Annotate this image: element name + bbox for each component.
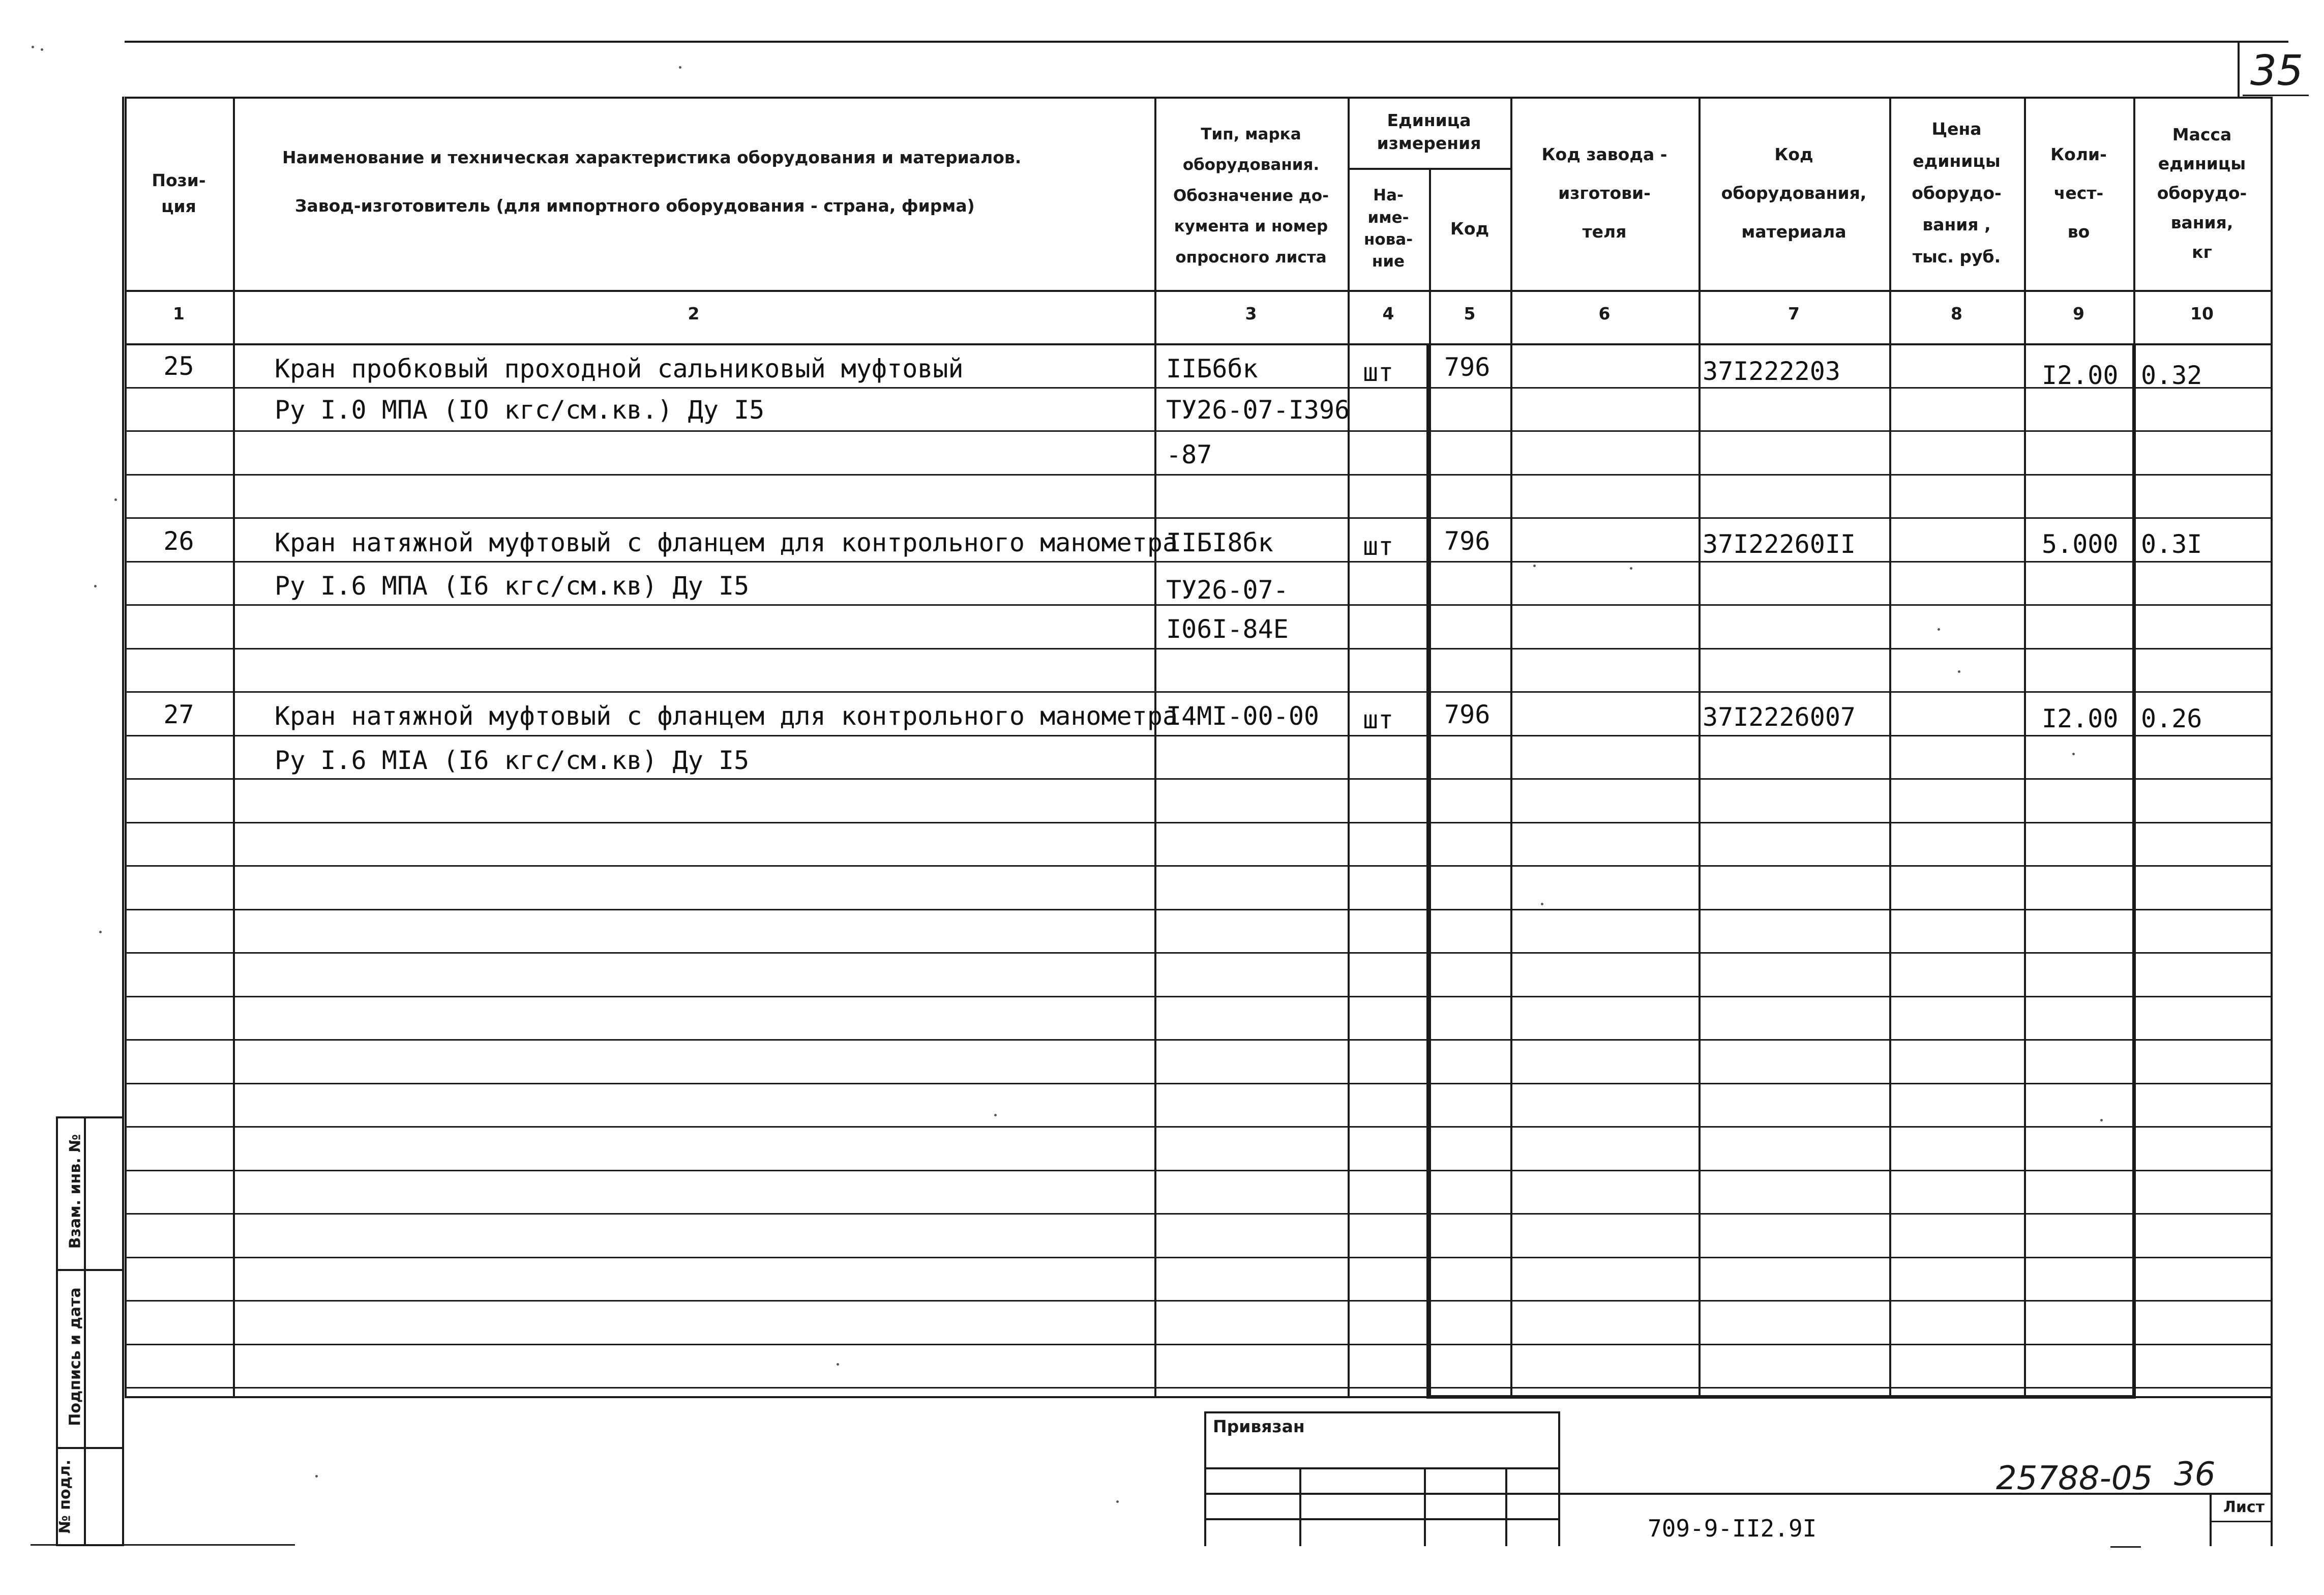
header-price: Цена единицы оборудо- вания , тыс. руб. xyxy=(1912,119,2002,267)
table-row-line xyxy=(125,691,2271,693)
row-name: Ру I.6 МIА (I6 кгс/см.кв) Ду I5 xyxy=(275,746,750,775)
table-row-line xyxy=(125,822,2271,823)
header-mass: Масса единицы оборудо- вания, кг xyxy=(2157,124,2247,262)
row-position: 27 xyxy=(163,700,194,729)
row-type: ТУ26-07-I396 xyxy=(1166,395,1350,425)
table-row-line xyxy=(125,1300,2271,1302)
column-number-3: 3 xyxy=(1245,304,1257,323)
table-row-line xyxy=(125,604,2271,606)
header-unit-name: На- име- нова- ние xyxy=(1363,186,1413,271)
page-number: 35 xyxy=(2250,47,2304,95)
row-unit-code: 796 xyxy=(1444,526,1491,556)
table-row-line xyxy=(125,996,2271,997)
table-column-line xyxy=(1889,97,1891,1396)
scan-speck xyxy=(2072,753,2075,755)
bottom-left-line xyxy=(31,1544,295,1546)
row-type: -87 xyxy=(1166,440,1212,469)
table-row-line xyxy=(125,865,2271,867)
table-row-line xyxy=(125,561,2271,563)
scan-speck xyxy=(1533,565,1536,567)
table-column-line xyxy=(1699,97,1701,1396)
header-bottom-line xyxy=(125,290,2271,292)
row-position: 25 xyxy=(163,351,194,381)
scan-speck xyxy=(1630,567,1632,570)
table-row-line xyxy=(125,517,2271,519)
row-name: Кран натяжной муфтовый с фланцем для контрольного манометра xyxy=(275,528,1178,557)
column-number-row-line xyxy=(125,343,2271,345)
stamp-list-label: Лист xyxy=(2223,1498,2265,1516)
stamp-col-2 xyxy=(1424,1467,1426,1546)
frame-right-line xyxy=(2271,97,2273,1546)
table-row-line xyxy=(125,735,2271,736)
row-unit: шт xyxy=(1363,705,1394,734)
side-label-podpis: Подпись и дата xyxy=(66,1287,84,1426)
column-number-1: 1 xyxy=(173,304,185,323)
header-unit-code: Код xyxy=(1450,219,1489,239)
row-equipment-code: 37I22260II xyxy=(1703,529,1856,559)
row-unit-code: 796 xyxy=(1444,700,1491,729)
scan-speck xyxy=(94,585,97,587)
frame-left-line xyxy=(122,97,124,1546)
side-stamp-divider-1 xyxy=(56,1269,122,1271)
table-column-line xyxy=(233,97,235,1396)
stamp-privyazan-label: Привязан xyxy=(1213,1416,1305,1437)
row-unit: шт xyxy=(1363,531,1394,561)
row-mass: 0.32 xyxy=(2141,361,2202,390)
scan-speck xyxy=(41,48,43,51)
stamp-designation: 709-9-II2.9I xyxy=(1648,1515,1817,1542)
column-number-7: 7 xyxy=(1788,304,1800,323)
table-row-line xyxy=(125,1213,2271,1215)
table-row-line xyxy=(125,1039,2271,1041)
thick-box-bottom xyxy=(1426,1395,2136,1399)
column-number-9: 9 xyxy=(2073,304,2084,323)
header-name-line1: Наименование и техническая характеристика оборудования и материалов. xyxy=(282,147,1022,168)
stamp-col-3 xyxy=(1505,1467,1507,1546)
column-number-8: 8 xyxy=(1951,304,1962,323)
row-quantity: I2.00 xyxy=(2042,361,2119,390)
row-quantity: 5.000 xyxy=(2042,529,2119,559)
scan-speck xyxy=(994,1114,997,1116)
row-name: Кран пробковый проходной сальниковый муфтовый xyxy=(275,354,964,383)
thick-box-right xyxy=(2132,343,2136,1396)
frame-top-line xyxy=(125,41,2288,43)
table-row-line xyxy=(125,1344,2271,1345)
table-row-line xyxy=(125,1170,2271,1171)
scan-speck xyxy=(1116,1500,1119,1503)
row-unit-code: 796 xyxy=(1444,352,1491,382)
row-position: 26 xyxy=(163,526,194,556)
scan-speck xyxy=(114,498,117,501)
table-top-line xyxy=(125,97,2271,99)
row-type: ТУ26-07- xyxy=(1166,575,1289,605)
column-number-5: 5 xyxy=(1464,304,1476,323)
table-column-line xyxy=(125,97,127,1396)
table-row-line xyxy=(125,1083,2271,1084)
side-stamp-inner-line xyxy=(84,1116,86,1546)
table-row-line xyxy=(125,1126,2271,1128)
row-type: IIБ6бк xyxy=(1166,354,1258,383)
column-number-6: 6 xyxy=(1598,304,1611,323)
row-mass: 0.26 xyxy=(2141,704,2202,733)
table-row-line xyxy=(125,778,2271,780)
stamp-doc-code: 25788-05 xyxy=(1996,1460,2153,1497)
scan-speck xyxy=(32,46,34,48)
row-type: I06I-84Е xyxy=(1166,614,1289,644)
row-name: Кран натяжной муфтовый с фланцем для контрольного манометра xyxy=(275,701,1178,731)
side-label-vzam: Взам. инв. № xyxy=(66,1134,84,1249)
table-row-line xyxy=(125,909,2271,910)
table-row-line xyxy=(125,1387,2271,1389)
row-mass: 0.3I xyxy=(2141,529,2202,559)
scan-speck xyxy=(1958,670,1960,673)
table-row-line xyxy=(125,952,2271,954)
side-label-podl: № подл. xyxy=(56,1459,74,1534)
row-name: Ру I.0 МПА (IO кгс/см.кв.) Ду I5 xyxy=(275,395,765,425)
header-unit-group: Единица измерения xyxy=(1377,110,1481,153)
row-name: Ру I.6 МПА (I6 кгс/см.кв) Ду I5 xyxy=(275,571,750,601)
scan-speck xyxy=(99,931,102,933)
column-number-4: 4 xyxy=(1382,304,1394,323)
scan-speck xyxy=(837,1363,839,1366)
table-row-line xyxy=(125,387,2271,389)
stamp-list-divider xyxy=(2210,1521,2272,1522)
header-manufacturer-code: Код завода - изготови- теля xyxy=(1541,144,1667,242)
table-column-line xyxy=(2024,97,2026,1396)
table-row-line xyxy=(125,474,2271,476)
stamp-bottom-right-line xyxy=(2110,1546,2141,1548)
scan-speck xyxy=(1938,628,1940,631)
header-type: Тип, марка оборудования. Обозначение до- кумента и номер опросного листа xyxy=(1173,125,1329,267)
row-equipment-code: 37I2226007 xyxy=(1703,702,1856,732)
header-name-line2: Завод-изготовитель (для импортного оборудования - страна, фирма) xyxy=(295,196,975,216)
table-column-line xyxy=(1348,97,1350,1396)
row-type: IIБI8бк xyxy=(1166,528,1273,557)
row-type: I4МI-00-00 xyxy=(1166,701,1320,731)
side-stamp-divider-2 xyxy=(56,1447,122,1449)
row-quantity: I2.00 xyxy=(2042,704,2119,733)
table-row-line xyxy=(125,648,2271,649)
header-position: Пози- ция xyxy=(152,170,206,216)
table-row-line xyxy=(125,430,2271,432)
column-number-10: 10 xyxy=(2190,304,2214,323)
column-number-2: 2 xyxy=(688,304,700,323)
scan-speck xyxy=(315,1475,318,1478)
thick-box-left xyxy=(1426,343,1430,1396)
header-equipment-code: Код оборудования, материала xyxy=(1721,144,1867,242)
scan-speck xyxy=(2100,1119,2103,1121)
stamp-sheet-number: 36 xyxy=(2174,1456,2216,1493)
table-column-line xyxy=(1154,97,1156,1396)
page-number-frame-line xyxy=(2238,41,2240,97)
row-unit: шт xyxy=(1363,358,1394,387)
table-column-line xyxy=(1510,97,1512,1396)
stamp-col-1 xyxy=(1299,1467,1301,1546)
scan-speck xyxy=(1541,903,1543,905)
header-quantity: Коли- чест- во xyxy=(2050,144,2107,242)
row-equipment-code: 37I222203 xyxy=(1703,357,1840,386)
scan-speck xyxy=(679,66,681,69)
table-row-line xyxy=(125,1257,2271,1258)
